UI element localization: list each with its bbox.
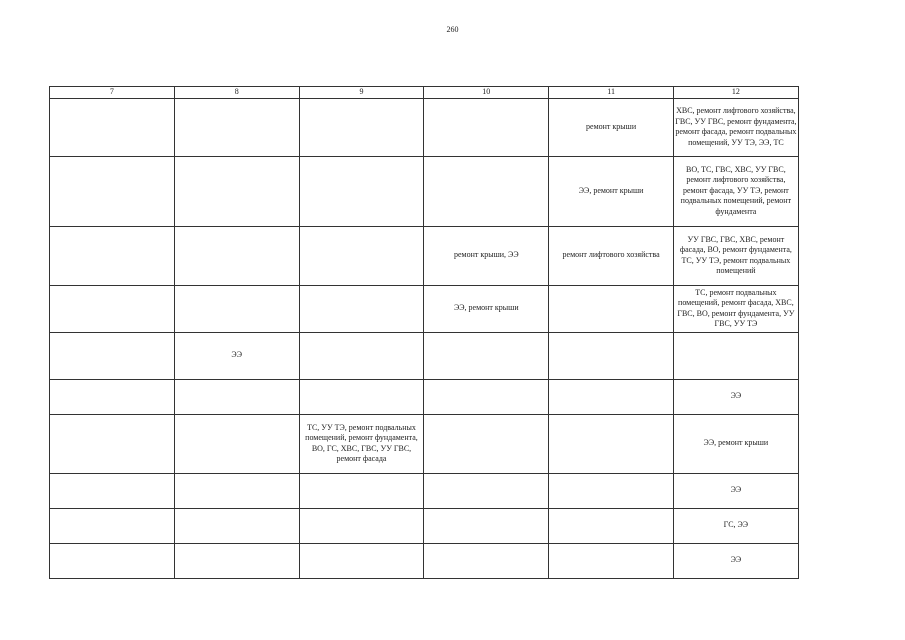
table-cell bbox=[50, 226, 175, 285]
table-cell bbox=[174, 473, 299, 508]
table-cell bbox=[549, 379, 674, 414]
table-row bbox=[50, 98, 799, 156]
table-row bbox=[50, 156, 799, 226]
table-cell bbox=[299, 332, 424, 379]
table-cell bbox=[424, 508, 549, 543]
table-cell bbox=[299, 285, 424, 332]
column-header-12: 12 bbox=[673, 87, 798, 99]
page-number: 260 bbox=[446, 25, 459, 34]
column-header-9: 9 bbox=[299, 87, 424, 99]
table-row bbox=[50, 508, 799, 543]
table-row bbox=[50, 226, 799, 285]
table-row bbox=[50, 285, 799, 332]
table-cell bbox=[174, 414, 299, 473]
table-cell bbox=[424, 473, 549, 508]
table-cell bbox=[50, 379, 175, 414]
table-cell bbox=[50, 473, 175, 508]
table-cell bbox=[424, 379, 549, 414]
table-cell bbox=[549, 473, 674, 508]
table-cell bbox=[424, 543, 549, 578]
table-row bbox=[50, 414, 799, 473]
table-row bbox=[50, 332, 799, 379]
table-cell bbox=[174, 285, 299, 332]
table-row bbox=[50, 543, 799, 578]
table-cell: ХВС, ремонт лифтового хозяйства, ГВС, УУ ГВС, ремонт фундамента, ремонт фасада, ремонт подвальных помещений, УУ ТЭ, ЭЭ, ТС bbox=[673, 98, 798, 156]
table-cell bbox=[673, 332, 798, 379]
table-cell bbox=[50, 285, 175, 332]
table-cell: ремонт крыши, ЭЭ bbox=[424, 226, 549, 285]
table-cell: УУ ГВС, ГВС, ХВС, ремонт фасада, ВО, ремонт фундамента, ТС, УУ ТЭ, ремонт подвальных помещений bbox=[673, 226, 798, 285]
table-cell: ВО, ТС, ГВС, ХВС, УУ ГВС, ремонт лифтового хозяйства, ремонт фасада, УУ ТЭ, ремонт подвальных помещений, ремонт фундамента bbox=[673, 156, 798, 226]
table-cell bbox=[299, 226, 424, 285]
table-cell: ЭЭ, ремонт крыши bbox=[549, 156, 674, 226]
table-cell: ЭЭ bbox=[673, 379, 798, 414]
table-row bbox=[50, 473, 799, 508]
table-cell: ЭЭ bbox=[673, 543, 798, 578]
table-cell bbox=[549, 543, 674, 578]
column-header-10: 10 bbox=[424, 87, 549, 99]
table-cell: ремонт крыши bbox=[549, 98, 674, 156]
table-cell bbox=[549, 285, 674, 332]
table-cell: ЭЭ, ремонт крыши bbox=[424, 285, 549, 332]
table-cell bbox=[424, 98, 549, 156]
column-header-11: 11 bbox=[549, 87, 674, 99]
column-header-8: 8 bbox=[174, 87, 299, 99]
table-cell bbox=[174, 379, 299, 414]
table-row bbox=[50, 379, 799, 414]
table-cell bbox=[549, 414, 674, 473]
table-cell: ТС, ремонт подвальных помещений, ремонт фасада, ХВС, ГВС, ВО, ремонт фундамента, УУ ГВС, УУ ТЭ bbox=[673, 285, 798, 332]
table-cell: ремонт лифтового хозяйства bbox=[549, 226, 674, 285]
data-table bbox=[49, 86, 799, 579]
table-cell bbox=[174, 543, 299, 578]
table-cell bbox=[50, 98, 175, 156]
table-cell bbox=[299, 473, 424, 508]
table-cell bbox=[424, 332, 549, 379]
table-cell bbox=[50, 156, 175, 226]
table-cell bbox=[424, 156, 549, 226]
table-cell bbox=[50, 508, 175, 543]
table-cell: ЭЭ bbox=[174, 332, 299, 379]
column-header-7: 7 bbox=[50, 87, 175, 99]
table-cell bbox=[174, 98, 299, 156]
table-cell bbox=[299, 156, 424, 226]
table-cell bbox=[299, 508, 424, 543]
table-cell bbox=[174, 226, 299, 285]
table-cell bbox=[424, 414, 549, 473]
table-cell: ГС, ЭЭ bbox=[673, 508, 798, 543]
table-cell bbox=[299, 379, 424, 414]
table-cell bbox=[50, 414, 175, 473]
table-cell bbox=[299, 543, 424, 578]
table-cell bbox=[50, 543, 175, 578]
table-cell bbox=[174, 156, 299, 226]
header-row bbox=[50, 87, 799, 99]
table-cell bbox=[549, 508, 674, 543]
table-cell bbox=[549, 332, 674, 379]
table-cell: ТС, УУ ТЭ, ремонт подвальных помещений, ремонт фундамента, ВО, ГС, ХВС, ГВС, УУ ГВС, ремонт фасада bbox=[299, 414, 424, 473]
table-cell bbox=[174, 508, 299, 543]
table-cell bbox=[50, 332, 175, 379]
table-cell: ЭЭ, ремонт крыши bbox=[673, 414, 798, 473]
table-cell: ЭЭ bbox=[673, 473, 798, 508]
table-cell bbox=[299, 98, 424, 156]
